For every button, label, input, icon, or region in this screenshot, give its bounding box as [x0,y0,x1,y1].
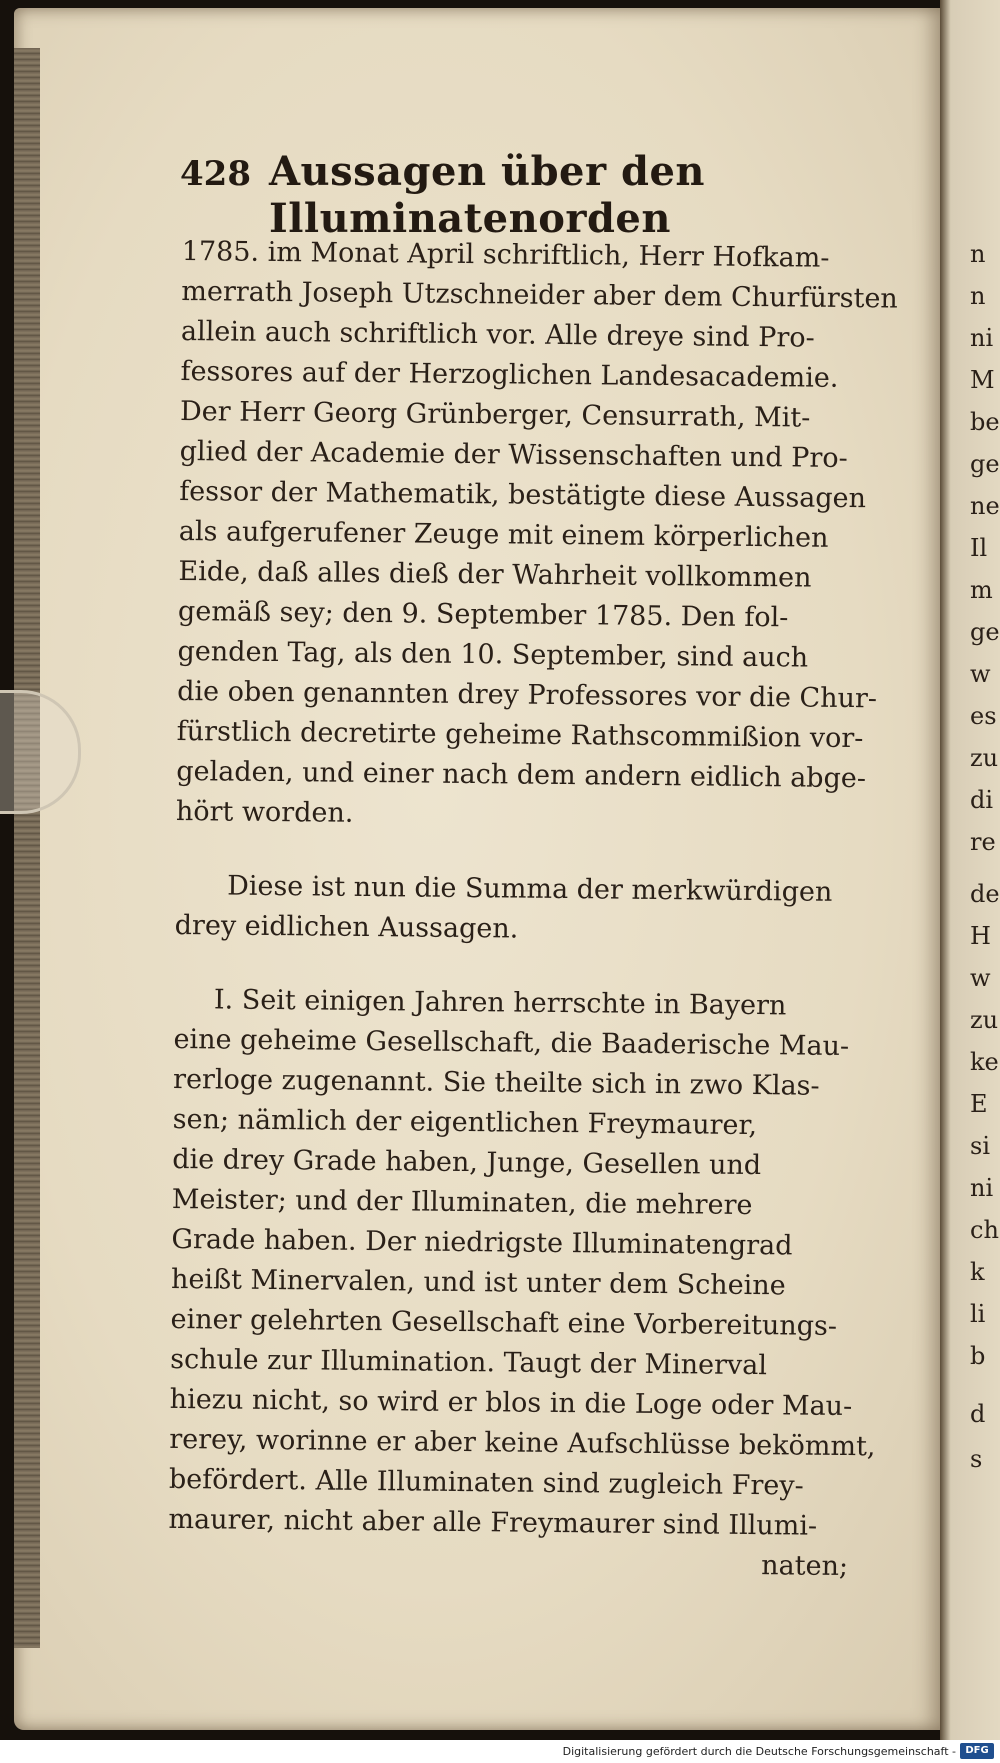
text-line: einer gelehrten Gesellschaft eine Vorbereitungs- [170,1303,838,1342]
facing-page-fragment: li [970,1300,986,1328]
paragraph-1 [175,232,898,839]
facing-page-fragment: ch [970,1216,999,1244]
text-line: merrath Joseph Utzschneider aber dem Churfürsten [181,275,898,315]
paragraph-3 [168,980,876,1547]
running-header [180,148,800,242]
facing-page-fragment: b [970,1342,986,1370]
facing-page-fragment: Il [970,534,988,562]
facing-page-fragment: w [970,964,991,992]
facing-page-fragment: es [970,702,997,730]
text-line: maurer, nicht aber alle Freymaurer sind Illumi- [168,1503,818,1542]
text-line: hiezu nicht, so wird er blos in die Loge oder Mau- [169,1383,853,1423]
text-line: hört worden. [175,795,354,829]
facing-page-fragment: H [970,922,991,950]
text-line: rerloge zugenannt. Sie theilte sich in zwo Klas- [172,1063,820,1102]
text-line: rerey, worinne er aber keine Aufschlüsse bekömmt, [169,1423,876,1463]
running-title: Aussagen über den Illuminatenorden [268,148,705,242]
facing-page-fragment: ge [970,450,1000,478]
text-line: 1785. im Monat April schriftlich, Herr Hofkam- [181,235,830,274]
footer-credit: Digitalisierung gefördert durch die Deutsche Forschungsgemeinschaft - [562,1745,956,1758]
facing-page-fragment: ke [970,1048,999,1076]
text-line: sen; nämlich der eigentlichen Freymaurer, [172,1103,758,1142]
text-line: Meister; und der Illuminaten, die mehrere [171,1183,753,1222]
facing-page-fragment: de [970,880,1000,908]
facing-page-fragment: ge [970,618,1000,646]
facing-page-fragment: di [970,786,994,814]
text-line: I. Seit einigen Jahren herrschte in Bayern [213,984,787,1022]
text-line: befördert. Alle Illuminaten sind zugleich Frey- [168,1463,804,1502]
text-line: geladen, und einer nach dem andern eidlich abge- [176,755,867,795]
facing-page-fragment: ne [970,492,1000,520]
paragraph-2 [175,866,856,953]
text-line: eine geheime Gesellschaft, die Baaderische Mau- [173,1023,850,1063]
body-text [168,232,898,1587]
text-line: drey eidlichen Aussagen. [174,909,519,945]
page-number: 428 [180,154,251,194]
text-line: fessor der Mathematik, bestätigte diese Aussagen [179,475,867,515]
text-line: Diese ist nun die Summa der merkwürdigen [226,870,833,908]
facing-page-fragment: d [970,1400,986,1428]
text-line: schule zur Illumination. Taugt der Minerval [170,1343,768,1382]
facing-page-fragment: w [970,660,991,688]
facing-page-fragment: m [970,576,993,604]
facing-page-fragment: zu [970,1006,999,1034]
facing-page-fragment: ni [970,1174,994,1202]
text-line: fürstlich decretirte geheime Rathscommißion vor- [176,715,864,755]
text-line: allein auch schriftlich vor. Alle dreye sind Pro- [180,315,815,354]
text-line: die drey Grade haben, Junge, Gesellen und [172,1143,762,1182]
facing-page-fragment: be [970,408,1000,436]
facing-page-fragment: n [970,240,986,268]
facing-page-fragment: n [970,282,986,310]
facing-page-fragment: M [970,366,995,394]
text-line: die oben genannten drey Professores vor die Chur- [177,675,878,715]
facing-page-fragment: si [970,1132,990,1160]
catchword: naten; [761,1550,849,1583]
dfg-logo: DFG [960,1743,994,1759]
facing-page-fragment: k [970,1258,985,1286]
text-line: fessores auf der Herzoglichen Landesacademie. [180,355,839,394]
text-line: genden Tag, als den 10. September, sind auch [177,635,809,674]
facing-page-fragment: re [970,828,996,856]
text-line: glied der Academie der Wissenschaften und Pro- [179,435,848,474]
facing-page-fragment: E [970,1090,988,1118]
facing-page-fragment: ni [970,324,994,352]
text-line: Eide, daß alles dieß der Wahrheit vollkommen [178,555,812,594]
text-line: Der Herr Georg Grünberger, Censurrath, Mit- [179,395,811,434]
facing-page-fragment: zu [970,744,999,772]
text-line: Grade haben. Der niedrigste Illuminatengrad [171,1223,793,1262]
page-edge-strip [14,48,40,1648]
text-line: als aufgerufener Zeuge mit einem körperlichen [178,515,829,554]
text-line: gemäß sey; den 9. September 1785. Den fol- [177,595,789,634]
facing-page-fragment: s [970,1445,983,1473]
text-line: heißt Minervalen, und ist unter dem Scheine [170,1263,786,1302]
